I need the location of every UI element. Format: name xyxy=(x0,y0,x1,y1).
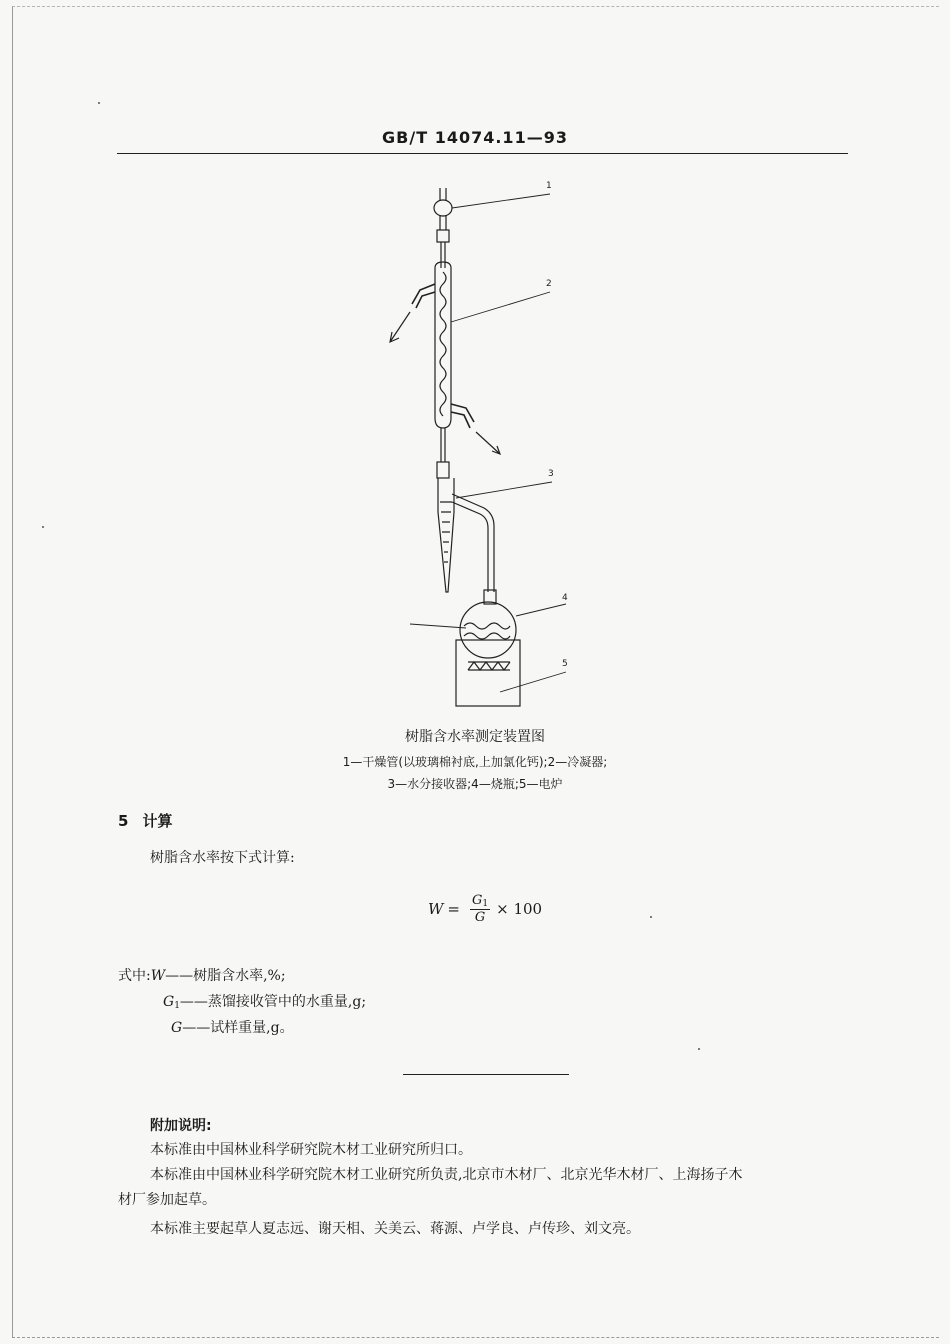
section-number: 5 xyxy=(118,812,129,830)
drying-tube-bulb xyxy=(434,200,452,216)
note-line-1: 本标准由中国林业科学研究院木材工业研究所归口。 xyxy=(150,1142,472,1158)
formula-intro: 树脂含水率按下式计算: xyxy=(150,850,295,866)
definition-text: 树脂含水率,%; xyxy=(193,968,286,984)
scan-speck xyxy=(650,916,652,918)
scan-speck xyxy=(698,1048,700,1050)
definition-dash: —— xyxy=(182,1020,211,1036)
formula-lhs: W xyxy=(428,900,444,918)
water-receiver xyxy=(438,478,454,592)
definition-dash: —— xyxy=(165,968,194,984)
electric-furnace xyxy=(456,640,520,706)
receiver-joint xyxy=(437,462,449,478)
condenser-jacket xyxy=(435,262,451,428)
definition-symbol: G xyxy=(171,1020,183,1036)
definition-row xyxy=(118,965,286,985)
moisture-formula xyxy=(428,893,542,925)
callout-3: 3 xyxy=(548,469,554,479)
condenser-coil xyxy=(440,272,446,416)
standard-code: GB/T 14074.11—93 xyxy=(382,128,568,147)
formula-denominator: G xyxy=(474,910,486,925)
formula-numerator-sub: 1 xyxy=(482,899,489,909)
scan-speck xyxy=(42,526,44,528)
definition-text: 蒸馏接收管中的水重量,g; xyxy=(207,994,367,1010)
figure-legend-line-2: 3—水分接收器;4—烧瓶;5—电炉 xyxy=(387,777,563,791)
drying-tube-joint xyxy=(437,230,449,242)
definition-text: 试样重量,g。 xyxy=(210,1020,294,1036)
scan-speck xyxy=(98,102,100,104)
drying-tube xyxy=(440,188,446,200)
definition-symbol: W xyxy=(150,968,166,984)
note-line-2-continued: 材厂参加起草。 xyxy=(118,1192,216,1208)
apparatus-diagram xyxy=(380,172,580,712)
formula-times: × 100 xyxy=(496,900,543,918)
note-line-2: 本标准由中国林业科学研究院木材工业研究所负责,北京市木材厂、北京光华木材厂、上海扬子木 xyxy=(150,1167,743,1183)
formula-fraction xyxy=(470,893,490,925)
where-label: 式中: xyxy=(118,968,151,984)
section-title: 计算 xyxy=(142,812,173,830)
condenser-inlet xyxy=(412,284,435,308)
formula-equals: = xyxy=(447,900,460,918)
figure-legend-line-1: 1—干燥管(以玻璃棉衬底,上加氯化钙);2—冷凝器; xyxy=(342,755,608,769)
callout-2: 2 xyxy=(546,279,552,289)
end-rule xyxy=(403,1074,569,1075)
definition-symbol-sub: 1 xyxy=(174,1001,180,1011)
callout-1: 1 xyxy=(546,181,552,191)
definition-row xyxy=(171,1017,294,1037)
definition-symbol: G xyxy=(163,994,175,1010)
callout-5: 5 xyxy=(562,659,568,669)
flask xyxy=(460,602,516,658)
heating-coil xyxy=(468,662,510,670)
header-rule xyxy=(117,153,848,154)
definition-dash: —— xyxy=(179,994,208,1010)
flask-liquid xyxy=(464,623,510,639)
condenser-outlet xyxy=(451,404,474,428)
figure-caption: 树脂含水率测定装置图 xyxy=(405,729,545,745)
receiver-side-arm xyxy=(452,494,494,592)
notes-heading: 附加说明: xyxy=(150,1118,212,1134)
definition-row xyxy=(163,991,366,1011)
section-heading xyxy=(118,810,172,831)
callout-4: 4 xyxy=(562,593,568,603)
formula-numerator: G xyxy=(472,893,483,908)
note-line-3: 本标准主要起草人夏志远、谢天相、关美云、蒋源、卢学良、卢传珍、刘文亮。 xyxy=(150,1221,640,1237)
